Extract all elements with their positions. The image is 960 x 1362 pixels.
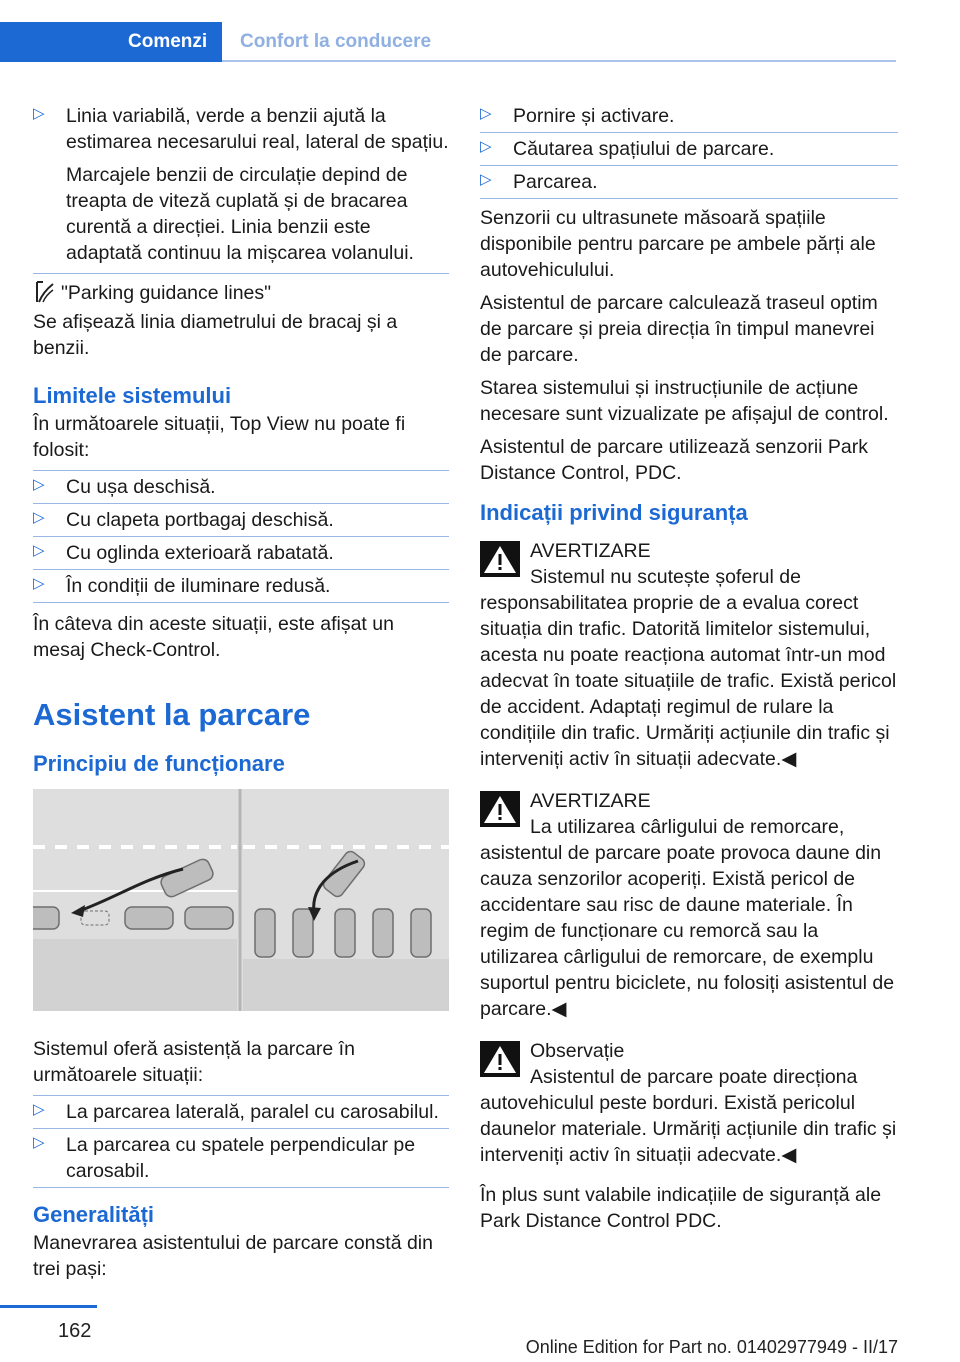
list-item-text: Linia variabilă, verde a benzii ajută la estimarea necesarului real, lateral de spațiu. [66,105,449,153]
list-item-text: La parcarea cu spatele perpendicular pe carosabil. [66,1134,416,1182]
note-heading: Observație [530,1040,625,1062]
triangle-bullet-icon: ▷ [33,476,45,493]
list-item-text: Cu clapeta portbagaj deschisă. [66,509,334,531]
parking-guidance-label: "Parking guidance lines" [61,282,272,304]
list-item [33,100,449,274]
list-item-subtext: Marcajele benzii de circulație depind de treapta de viteză cuplată și de bracarea curentă a direcției. Linia benzii este adaptată continuu la mișcarea volanului. [66,164,414,264]
limits-intro: În următoarele situații, Top View nu poate fi folosit: [33,413,406,461]
limits-list [33,470,449,603]
edition-text: Online Edition for Part no. 01402977949 - II/17 [525,1337,898,1357]
list-item-text: Parcarea. [513,171,598,193]
list-item-text: Pornire și activare. [513,105,675,127]
list-item [33,504,449,537]
triangle-bullet-icon: ▷ [480,105,492,122]
parking-guidance-text: Se afișează linia diametrului de bracaj și a benzii. [33,311,398,359]
parking-lines-icon [33,280,55,304]
warning-block [480,538,898,772]
triangle-bullet-icon: ▷ [33,105,45,122]
general-text: Manevrarea asistentului de parcare constă din trei pași: [33,1232,433,1280]
warning-heading: AVERTIZARE [530,540,651,562]
footer-rule [0,1305,97,1308]
tab-confort-la-conducere[interactable]: Confort la conducere [240,31,432,52]
triangle-bullet-icon: ▷ [33,1134,45,1151]
safety-heading: Indicații privind siguranța [480,500,748,525]
paragraph: Starea sistemului și instrucțiunile de acțiune necesare sunt vizualizate pe afișajul de control. [480,377,889,425]
steps-list [480,100,898,199]
section-title: Asistent la parcare [33,697,311,732]
triangle-bullet-icon: ▷ [33,575,45,592]
list-item-text: Căutarea spațiului de parcare. [513,138,775,160]
right-column [480,100,898,1241]
list-item [480,166,898,199]
list-item [33,471,449,504]
list-item-text: La parcarea laterală, paralel cu carosabilul. [66,1101,439,1123]
parking-guidance-line [33,280,449,306]
triangle-bullet-icon: ▷ [33,509,45,526]
triangle-bullet-icon: ▷ [480,138,492,155]
note-text: Asistentul de parcare poate direcționa autovehiculul peste borduri. Există pericolul daunelor materiale. Urmăriți acțiunile din trafic și interveniți activ în situații adecvate.◀ [480,1066,897,1166]
list-item-text: Cu ușa deschisă. [66,476,216,498]
limits-outro: În câteva din aceste situații, este afișat un mesaj Check-Control. [33,613,394,661]
assist-list [33,1095,449,1188]
warning-triangle-icon [480,1041,520,1077]
triangle-bullet-icon: ▷ [33,1101,45,1118]
list-item-text: Cu oglinda exterioară rabatată. [66,542,334,564]
list-item [33,1129,449,1188]
paragraph: În plus sunt valabile indicațiile de siguranță ale Park Distance Control PDC. [480,1184,882,1232]
warning-block [480,788,898,1022]
lane-line-list [33,100,449,274]
principle-heading: Principiu de funcționare [33,751,285,776]
warning-heading: AVERTIZARE [530,790,651,812]
list-item [480,100,898,133]
warning-text: La utilizarea cârligului de remorcare, asistentul de parcare poate provoca daune din cauza senzorilor acoperiți. Există pericol de accidentare sau risc de daune materiale. În regim de funcționare cu remorcă sau la utilizarea cârligului de remorcare, de exemplu suportul pentru biciclete, nu folosiți asistentul de parcare.◀ [480,816,895,1020]
left-column [33,100,449,1289]
page-number: 162 [58,1320,92,1342]
triangle-bullet-icon: ▷ [480,171,492,188]
assist-intro: Sistemul oferă asistență la parcare în următoarele situații: [33,1038,355,1086]
tab-comenzi[interactable]: Comenzi [0,22,222,62]
list-item [33,570,449,603]
warning-text: Sistemul nu scutește șoferul de responsabilitatea proprie de a evalua corect situația din trafic. Datorită limitelor sistemului, acesta nu poate reacționa automat într-un mod adecvat în toate situațiile de trafic. Există pericol de accident. Adaptați regimul de rulare la condițiile din trafic. Urmăriți acțiunile din trafic și interveniți activ în situații adecvate.◀ [480,566,897,770]
note-block [480,1038,898,1168]
warning-triangle-icon [480,541,520,577]
paragraph: Asistentul de parcare calculează traseul optim de parcare și preia direcția în timpul manevrei de parcare. [480,292,878,366]
list-item [480,133,898,166]
list-item-text: În condiții de iluminare redusă. [66,575,331,597]
paragraph: Senzorii cu ultrasunete măsoară spațiile disponibile pentru parcare pe ambele părți ale autovehiculului. [480,207,876,281]
paragraph: Asistentul de parcare utilizează senzorii Park Distance Control, PDC. [480,436,869,484]
warning-triangle-icon [480,791,520,827]
list-item [33,1096,449,1129]
parking-illustration [33,789,449,1011]
triangle-bullet-icon: ▷ [33,542,45,559]
general-heading: Generalități [33,1202,155,1227]
limits-heading: Limitele sistemului [33,383,232,408]
list-item [33,537,449,570]
header-rule [222,60,896,62]
